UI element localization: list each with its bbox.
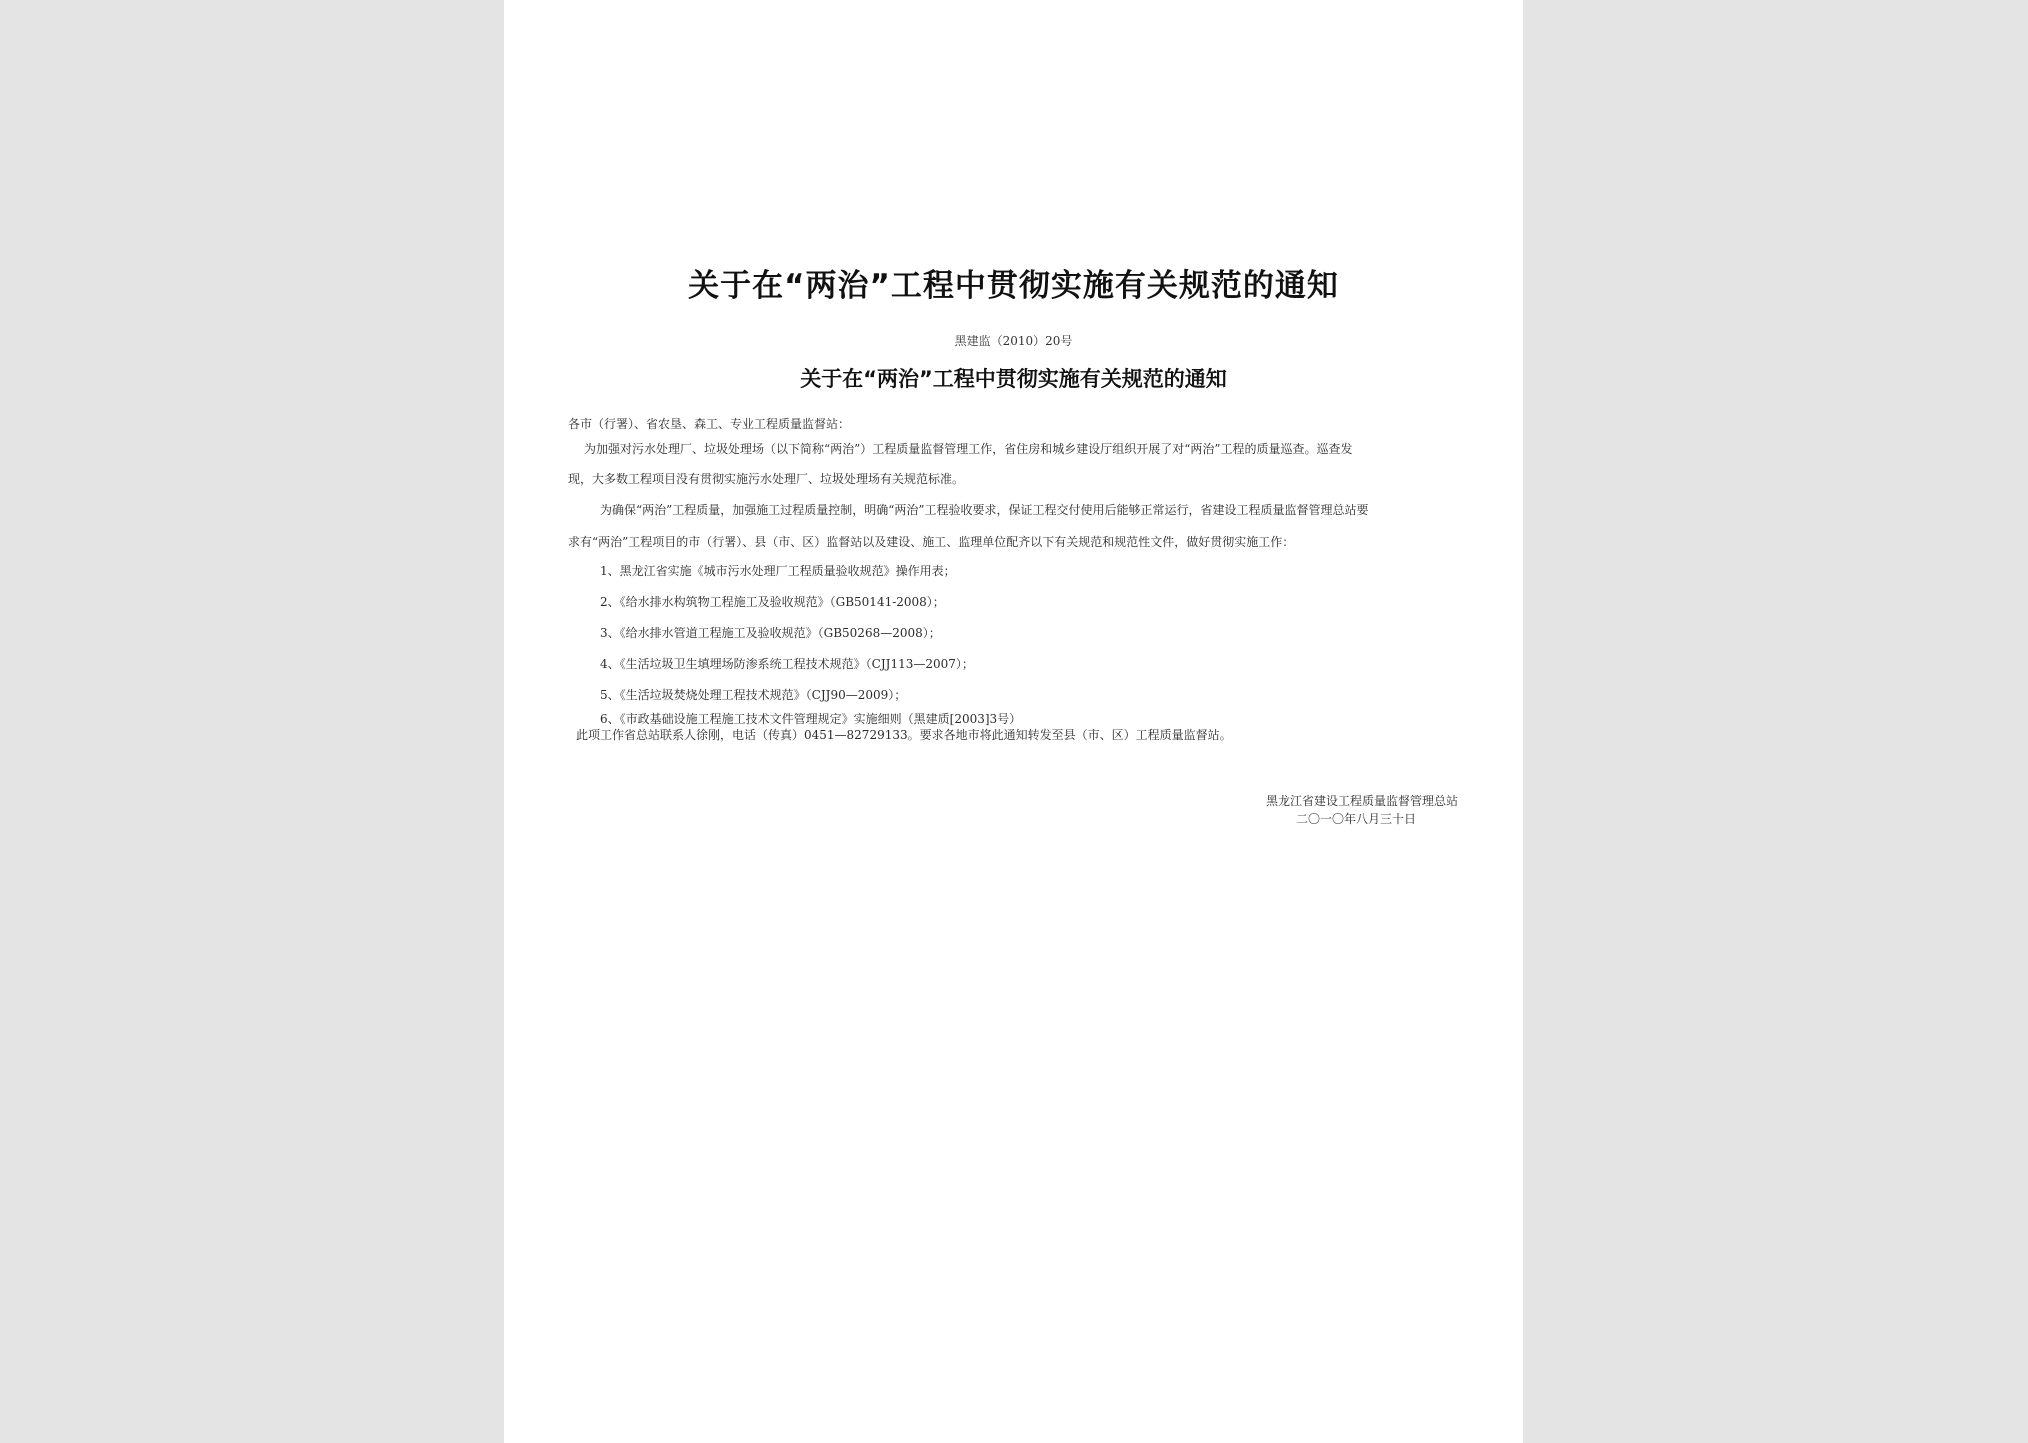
list-item: 1、黑龙江省实施《城市污水处理厂工程质量验收规范》操作用表； [600, 564, 956, 578]
list-item: 2、《给水排水构筑物工程施工及验收规范》（GB50141-2008）； [600, 595, 945, 609]
paragraph-1-line-2: 现，大多数工程项目没有贯彻实施污水处理厂、垃圾处理场有关规范标准。 [568, 472, 965, 486]
salutation: 各市（行署）、省农垦、森工、专业工程质量监督站： [568, 417, 851, 431]
paragraph-1-line-1: 为加强对污水处理厂、垃圾处理场（以下简称“两治”）工程质量监督管理工作，省住房和城乡建设厅组织开展了对“两治”工程的质量巡查。巡查发 [584, 442, 1353, 456]
main-title: 关于在“两治”工程中贯彻实施有关规范的通知 [688, 268, 1339, 304]
document-number: 黑建监（2010）20号 [954, 334, 1073, 348]
contact-line: 此项工作省总站联系人徐刚，电话（传真）0451—82729133。要求各地市将此通知转发至县（市、区）工程质量监督站。 [576, 728, 1232, 742]
list-item: 3、《给水排水管道工程施工及验收规范》（GB50268—2008）； [600, 626, 941, 640]
signature-organization: 黑龙江省建设工程质量监督管理总站 [1265, 794, 1458, 808]
list-item: 5、《生活垃圾焚烧处理工程技术规范》（CJJ90—2009）； [600, 688, 907, 702]
list-item: 4、《生活垃圾卫生填埋场防渗系统工程技术规范》（CJJ113—2007）； [600, 657, 974, 671]
list-item: 6、《市政基础设施工程施工技术文件管理规定》实施细则（黑建质[2003]3号） [600, 712, 1022, 726]
paragraph-2-line-1: 为确保“两治”工程质量，加强施工过程质量控制，明确“两治”工程验收要求，保证工程交付使用后能够正常运行，省建设工程质量监督管理总站要 [600, 503, 1369, 517]
paragraph-2-line-2: 求有“两治”工程项目的市（行署）、县（市、区）监督站以及建设、施工、监理单位配齐以下有关规范和规范性文件，做好贯彻实施工作： [568, 535, 1295, 549]
notice-title: 关于在“两治”工程中贯彻实施有关规范的通知 [800, 367, 1227, 391]
signature-date: 二〇一〇年八月三十日 [1295, 812, 1416, 826]
document-page [504, 0, 1523, 1443]
